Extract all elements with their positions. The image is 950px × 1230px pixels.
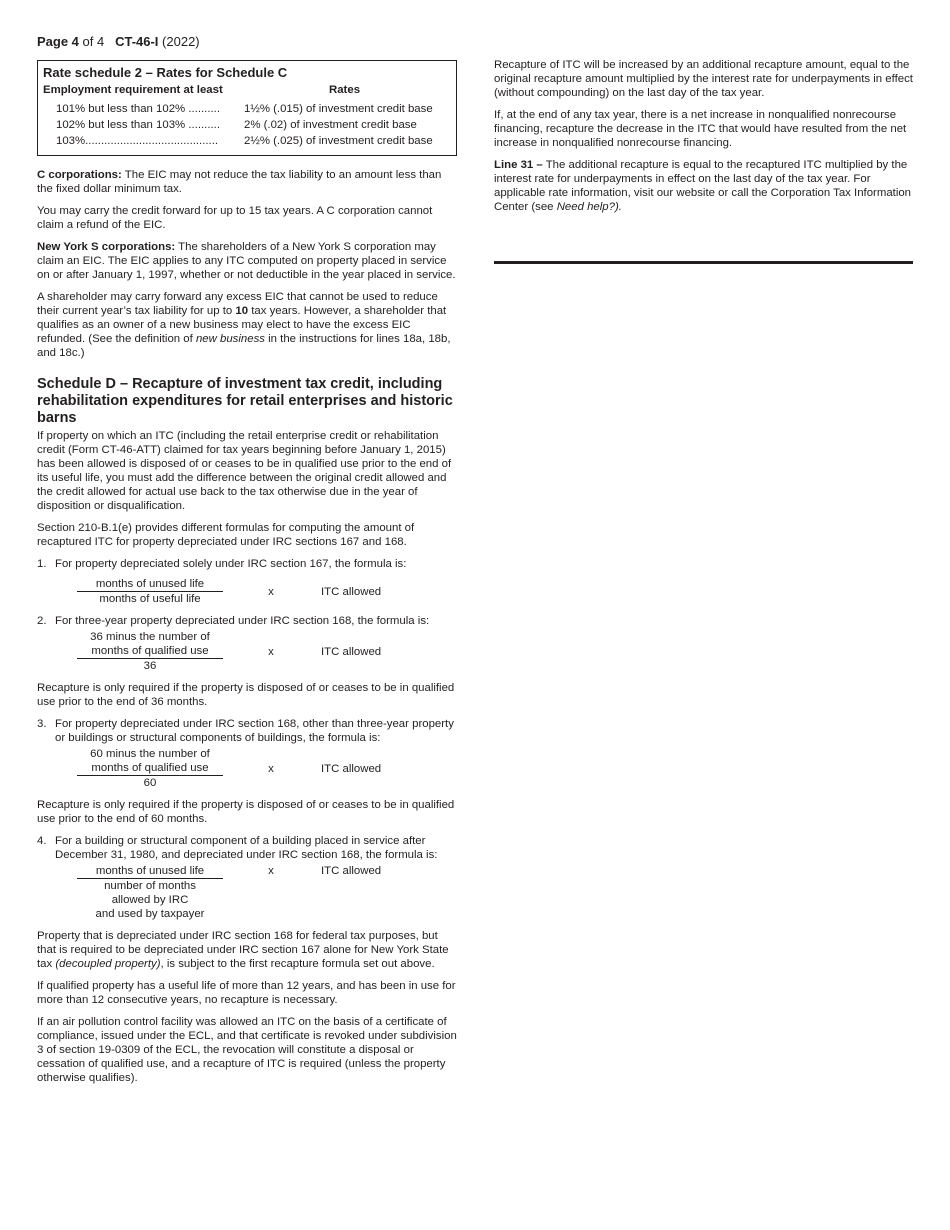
list-item: 3. For property depreciated under IRC section 168, other than three-year property or buildings or structural components of buildings, the formula is: (37, 717, 457, 745)
item-text: For property depreciated under IRC section 168, other than three-year property or buildings or structural components of buildings, the formula is: (55, 718, 454, 744)
additional-recapture-paragraph: Recapture of ITC will be increased by an additional recapture amount, equal to the original recapture amount multiplied by the interest rate for underpayments in effect (without compounding) on the last day of the tax year. (494, 59, 913, 99)
item-text: For property depreciated solely under IRC section 167, the formula is: (55, 558, 407, 570)
c-corp-label: C corporations: (37, 169, 122, 181)
formula-2 (79, 630, 457, 673)
numerator-line2: months of qualified use (77, 644, 223, 659)
numerator-line1: 36 minus the number of (90, 631, 210, 643)
page-total: of 4 (82, 34, 105, 49)
right-column (494, 58, 914, 222)
page-number: Page 4 (37, 34, 79, 49)
schedule-d-title: Schedule D – Recapture of investment tax credit, including rehabilitation expenditures for retail enterprises and historic barns (37, 376, 453, 426)
rate-row (43, 133, 451, 149)
itc-allowed: ITC allowed (321, 645, 382, 658)
carry-paragraph: You may carry the credit forward for up to 15 tax years. A C corporation cannot claim a refund of the EIC. (37, 205, 433, 231)
decoupled-term: (decoupled property) (55, 958, 161, 970)
denominator-line3: and used by taxpayer (95, 908, 205, 920)
denominator: 60 (143, 777, 157, 789)
col-employment: Employment requirement at least (43, 84, 223, 96)
shareholder-paragraph (37, 290, 457, 360)
item-text: For a building or structural component of a building placed in service after December 31, 1980, and depreciated under IRC section 168, the formula is: (55, 835, 438, 861)
list-item: 4. For a building or structural component of a building placed in service after December 31, 1980, and depreciated under IRC section 168, the formula is: (37, 834, 457, 862)
schedule-d-intro: If property on which an ITC (including the retail enterprise credit or rehabilitation credit (Form CT-46-ATT) claimed for tax years beginning before January 1, 2015) has been allowed is disposed of or ceases to be in qualified use prior to the end of its useful life, you must add the difference between the original credit allowed and the credit allowed for actual use back to the tax otherwise due in the year of disposition or disqualification. (37, 430, 452, 512)
rate-req: 103%.......................................... (56, 135, 219, 147)
fraction (79, 630, 221, 673)
rate-value: 2% (.02) of investment credit base (244, 119, 417, 131)
formula-4 (79, 864, 457, 921)
itc-allowed: ITC allowed (321, 762, 382, 775)
numerator: months of unused life (77, 577, 223, 592)
rate-schedule-title: Rate schedule 2 – Rates for Schedule C (43, 65, 288, 80)
denominator-line2: allowed by IRC (111, 894, 189, 906)
denominator: months of useful life (99, 593, 201, 605)
air-pollution-paragraph: If an air pollution control facility was allowed an ITC on the basis of a certificate of compliance, issued under the ECL, and that certificate is revoked under subdivision 3 of section 19-0309 of the ECL, the revocation will constitute a disposal or cessation of qualified use, and a recapture of ITC is required (unless the property otherwise qualifies). (37, 1016, 457, 1084)
itc-allowed: ITC allowed (321, 865, 382, 877)
rate-schedule-header (43, 83, 451, 97)
times-sign: x (268, 865, 274, 877)
numerator: months of unused life (77, 864, 223, 879)
formula-1 (79, 577, 457, 606)
rate-req: 101% but less than 102% .......... (56, 103, 220, 115)
form-id: CT-46-I (115, 34, 159, 49)
decoupled-text-a: Property that is depreciated under IRC section 168 for federal tax purposes, but that is required to be depreciated under IRC section 167 alone for New York State tax (37, 930, 449, 970)
list-item: 1. For property depreciated solely under IRC section 167, the formula is: (37, 558, 407, 570)
rate-value: 2½% (.025) of investment credit base (244, 135, 433, 147)
decoupled-paragraph (37, 929, 457, 971)
formula-3 (79, 747, 457, 790)
numerator-line1: 60 minus the number of (90, 748, 210, 760)
line-31-text: The additional recapture is equal to the recaptured ITC multiplied by the interest rate for underpayments in effect on the last day of the tax year. For applicable rate information, visit our website or call the Corporation Tax Information Center (see (494, 159, 912, 213)
denominator-line1: number of months (104, 880, 196, 892)
ny-s-paragraph (37, 240, 457, 282)
numerator-line2: months of qualified use (77, 761, 223, 776)
times-sign: x (268, 762, 274, 775)
nonrecourse-paragraph: If, at the end of any tax year, there is a net increase in nonqualified nonrecourse financing, recapture the decrease in the ITC that would have resulted from the net increase in nonqualified nonrecourse financing. (494, 109, 907, 149)
line-31-label: Line 31 – (494, 159, 543, 171)
col-rates: Rates (329, 84, 361, 96)
ny-s-label: New York S corporations: (37, 241, 176, 253)
c-corp-text: The EIC may not reduce the tax liability to an amount less than the fixed dollar minimum tax. (37, 169, 442, 195)
need-help-link: Need help?). (556, 201, 622, 213)
rate-row (43, 117, 451, 133)
shareholder-years: 10 (235, 305, 249, 317)
fraction (79, 747, 221, 790)
schedule-d-formulas-intro: Section 210-B.1(e) provides different formulas for computing the amount of recaptured ITC for property depreciated under IRC sections 167 and 168. (37, 522, 415, 548)
shareholder-text-a: A shareholder may carry forward any excess EIC that cannot be used to reduce their current year’s tax liability for up to (37, 291, 438, 317)
times-sign: x (268, 645, 274, 658)
c-corp-paragraph (37, 168, 457, 196)
fraction (79, 864, 221, 921)
form-year: (2022) (162, 34, 200, 49)
recapture-36: Recapture is only required if the property is disposed of or ceases to be in qualified use prior to the end of 36 months. (37, 682, 455, 708)
line-31-paragraph (494, 158, 914, 214)
denominator: 36 (143, 660, 157, 672)
shareholder-text-c: in the instructions for lines 18a, 18b, and 18c.) (37, 333, 451, 359)
useful-life-paragraph: If qualified property has a useful life of more than 12 years, and has been in use for more than 12 consecutive years, no recapture is necessary. (37, 980, 456, 1006)
fraction (79, 577, 221, 606)
new-business-term: new business (195, 333, 265, 345)
itc-allowed: ITC allowed (321, 585, 382, 598)
rate-req: 102% but less than 103% .......... (56, 119, 220, 131)
decoupled-text-b: , is subject to the first recapture formula set out above. (160, 958, 435, 970)
rate-value: 1½% (.015) of investment credit base (244, 103, 433, 115)
page-header (37, 35, 200, 49)
list-item: 2. For three-year property depreciated under IRC section 168, the formula is: (37, 615, 430, 627)
ny-s-text: The shareholders of a New York S corporation may claim an EIC. The EIC applies to any ITC computed on property placed in service on or after January 1, 1997, whether or not deductible in the year placed in service. (37, 241, 456, 281)
shareholder-text-b: tax years. However, a shareholder that qualifies as an owner of a new business may elect to have the excess EIC refunded. (See the definition of (37, 305, 447, 345)
times-sign: x (268, 585, 274, 598)
item-text: For three-year property depreciated under IRC section 168, the formula is: (55, 615, 430, 627)
recapture-60: Recapture is only required if the property is disposed of or ceases to be in qualified use prior to the end of 60 months. (37, 799, 455, 825)
left-column (37, 60, 457, 1093)
rate-row (43, 101, 451, 117)
section-divider (494, 261, 913, 264)
rate-schedule-box (37, 60, 457, 156)
